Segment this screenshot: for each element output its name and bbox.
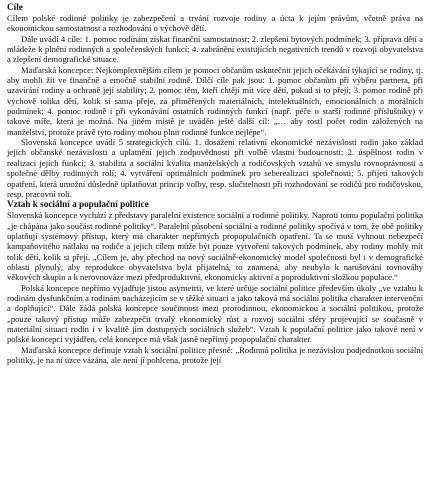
paragraph-slovak-relation: Slovenská koncepce vychází z představy paralelní existence sociální a rodinné politiky. Naproti tomu populační politika „je chápána jako součást rodinné politiky“. Paralelní působení sociální a rodinné politiky spočívá v tom, že obě politiky uplatňují systémový přístup, který má charakter nepřímých propopulačních opatření. Ta se musí vyhnout nebezpečí kampaňovitého nátlaku na rodiče a jejich cílem může být pouze vytvoření takových podmínek, aby rodiny mohly mít tolik dětí, kolik si přejí. „Cílem je, aby přechod na nový sociálně-ekonomický model společnosti byl i v demografické oblasti plynulý, aby reprodukce obyvatelstva byla přijatelná, to znamená, aby neubylo k narušování rovnováhy věkových skupin a k nerovnováze mezi předproduktivní, ekonomicky aktivní a poproduktivní složkou populace.“ — [7, 210, 423, 283]
paragraph-polish-relation: Polská koncepce nepřímo vyjadřuje jistou asymetrii, ve které určuje sociální politice především úkoly „ve vztahu k rodinám dysfunkčním a rodinám nacházejícím se v těžké situaci a jako taková má sociální politika charakter intervenční a doplňující“. Dále žádá polská koncepce součinnost mezi prorodinnou, ekonomickou a sociální politikou, protože „pouze takový přístup může zabezpečit trvalý ekonomický růst a rozvoj sociální sféry projevující se současně v materiální situaci rodin i v kvalitě jím dostupných sociálních služeb“. Vztah k populační politice jako takové není v polské koncepci vyjádřen, celá koncepce má však jasně nepřímý propopulační charakter. — [7, 282, 423, 345]
paragraph-polish-goals: Cílem polské rodinné politiky je zabezpečení a trvání rozvoje rodiny a úcta k jejím právům, včetně práva na ekonomickou samostatnost a rozhodování o výchově dětí. — [7, 13, 423, 34]
paragraph-hungarian-relation: Maďarská koncepce definuje vztah k sociální politice přesně: „Rodinná politika je nezávislou podjednotkou sociální politiky, je na ní úzce vázána, ale není jí pohlcena, protože její — [7, 344, 423, 365]
section-heading-goals: Cíle — [7, 2, 23, 12]
section-heading-relation: Vztah k sociální a populační politice — [7, 199, 149, 210]
paragraph-slovak-concept: Slovenská koncepce uvádí 5 strategických cílů. 1. dosažení relativní ekonomické nezávislosti rodin jako základ jejich občanské nezávislosti a uplatnění jejich zodpovědnosti při volbě vlastní budoucnosti; 2. úspěšnost rodin v realizaci jejích funkcí; 3. stabilita a sociální kvalita manželských a rodičovských vztahů ve smyslu rovnoprávnosti a společné dělby rodinných rolí; 4. vytváření optimálních podmínek pro seberealizaci společnosti; 5. přijetí takových opatření, která umožní důsledně uplatňovat princip volby, resp. slučitelnosti při rozhodování se rodičů pro rodičovskou, resp. pracovní roli. — [7, 137, 423, 199]
paragraph-four-goals: Dále uvádí 4 cíle: 1. pomoc rodinám získat finanční samostatnost; 2. zlepšení bytových podmínek; 3. příprava dětí a mládeže k plnění rodinných a společenských funkcí; 4. zabránění existujících negativních trendů v rozvoji obyvatelstva a zlepšení demografické situace. — [7, 33, 423, 65]
paragraph-hungarian-concept: Maďarská koncepce: Nejkomplexnějším cílem je pomoci občanům uskutečnit jejich očekávání týkající se rodiny, tj. aby mohli žít ve finančně a emočně stabilní rodině. Dílčí cíle pak jsou: 1. pomoc občanům při výběru partnera, při uzavírání rodiny a ochraně její stability; 2. pomoc těm, kteří chtějí mít více dětí, pokud si to přejí; 3. pomoc rodině při výchově tolika dětí, kolik si sama přeje, za přiměřených materiálních, intelektuálních, emocionálních a morálních podmínek; 4. pomoc rodině i při vykonávání ostatních rodinných funkcí (např. péče o starší rodinné příslušníky) v takové míře, která je možná. Na jiném místě je uváděn ještě další cíl: „… aby rostl počet rodin založených na manželství, protože právě tyto rodiny mohou plnit rodinné funkce nejlépe“. — [7, 64, 423, 137]
